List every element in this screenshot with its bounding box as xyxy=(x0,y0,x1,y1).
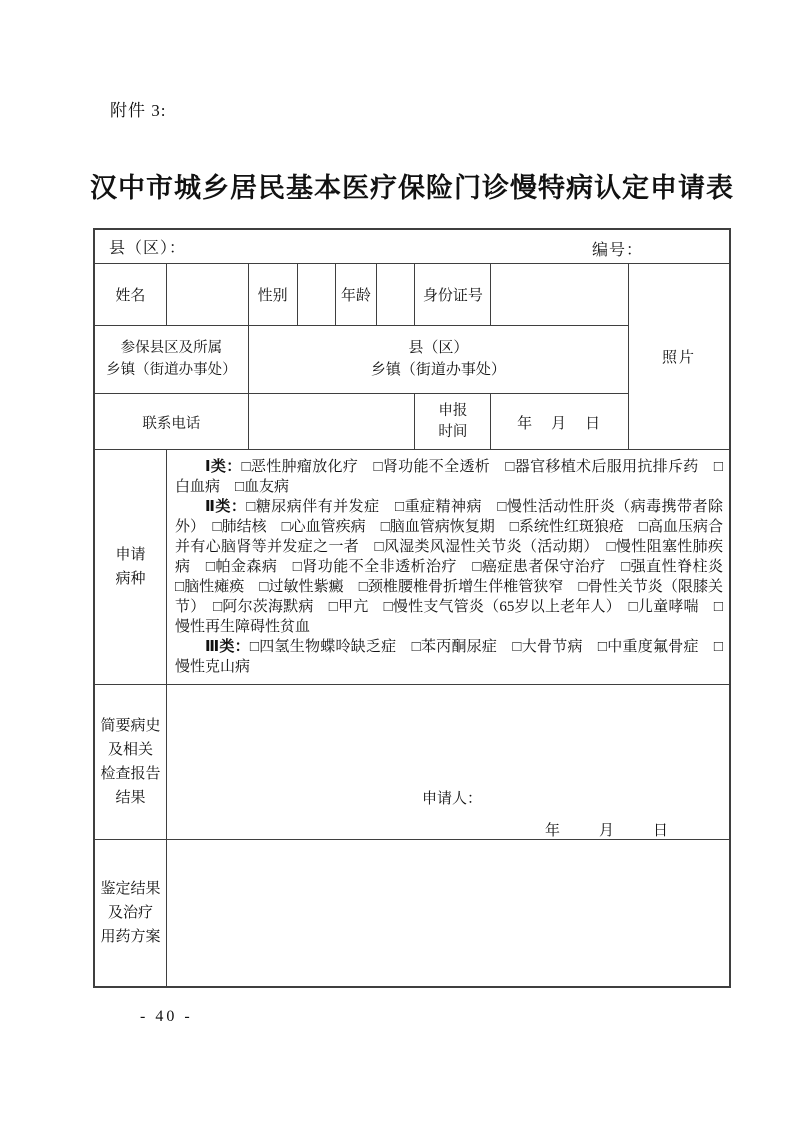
insured-area-row xyxy=(95,326,628,394)
assessment-label: 鉴定结果 及治疗 用药方案 xyxy=(95,840,167,986)
name-input-cell xyxy=(167,264,249,325)
disease-category-2 xyxy=(175,497,739,637)
contact-row xyxy=(95,394,628,450)
disease-category-2-name: Ⅱ类： xyxy=(205,498,247,515)
disease-category-1-name: Ⅰ类： xyxy=(205,458,242,475)
medical-history-content-cell xyxy=(167,685,729,839)
identity-left-grid xyxy=(95,264,629,449)
phone-label: 联系电话 xyxy=(95,394,249,450)
attachment-note: 附件 3: xyxy=(110,101,167,120)
name-label: 姓名 xyxy=(95,264,167,325)
county-serial-row xyxy=(95,230,729,264)
insured-area-label: 参保县区及所属 乡镇（街道办事处） xyxy=(95,326,249,393)
medical-history-label: 简要病史 及相关 检查报告 结果 xyxy=(95,685,167,839)
applicant-signature-label: 申请人： xyxy=(422,791,483,807)
disease-category-1-items: □恶性肿瘤放化疗 □肾功能不全透析 □器官移植术后服用抗排斥药 □白血病 □血友病 xyxy=(175,459,723,495)
document-title: 汉中市城乡居民基本医疗保险门诊慢特病认定申请表 xyxy=(90,173,734,203)
declare-date-cell: 年 月 日 xyxy=(517,415,603,432)
phone-input-cell xyxy=(249,394,416,450)
identity-block xyxy=(95,264,729,450)
id-number-input-cell xyxy=(491,264,628,325)
age-label: 年龄 xyxy=(336,264,378,325)
disease-category-3-items: □四氢生物蝶呤缺乏症 □苯丙酮尿症 □大骨节病 □中重度氟骨症 □慢性克山病 xyxy=(175,639,723,675)
insured-area-value-cell: 县（区） 乡镇（街道办事处） xyxy=(370,339,506,378)
page-number: - 40 - xyxy=(140,1008,193,1025)
disease-category-1 xyxy=(175,457,723,497)
application-form-table xyxy=(93,228,739,988)
county-label: 县（区）： xyxy=(109,240,187,257)
disease-category-3-name: Ⅲ类： xyxy=(205,638,250,655)
disease-section-label: 申请 病种 xyxy=(95,450,167,684)
disease-category-3 xyxy=(175,637,723,677)
assessment-row xyxy=(95,840,729,986)
medical-history-row xyxy=(95,685,729,840)
signature-date-placeholder: 年 月 日 xyxy=(545,823,672,839)
disease-section-row xyxy=(95,450,739,685)
disease-category-2-items: □糖尿病伴有并发症 □重症精神病 □慢性活动性肝炎（病毒携带者除外） □肺结核 □心血管疾病 □脑血管病恢复期 □系统性红斑狼疮 □高血压病合并有心脑肾等并发症之一者 □风湿类风湿性关节炎（活动期） □慢性阻塞性肺疾病 □帕金森病 □肾功能不全非透析治疗 □癌症患者保守治疗 □强直性脊柱炎 □脑性瘫痪 □过敏性紫癜 □颈椎腰椎骨折增生伴椎管狭窄 □骨性关节炎（限膝关节） □阿尔茨海默病 □甲亢 □慢性支气管炎（65岁以上老年人） □儿童哮喘 □慢性再生障碍性贫血 xyxy=(175,499,739,635)
disease-checklist xyxy=(167,450,739,684)
identity-row xyxy=(95,264,628,326)
declare-time-label: 申报 时间 xyxy=(415,394,491,450)
assessment-content-cell xyxy=(167,840,729,986)
id-number-label: 身份证号 xyxy=(415,264,491,325)
photo-cell: 照片 xyxy=(661,350,696,366)
gender-input-cell xyxy=(298,264,336,325)
serial-number-label: 编号： xyxy=(592,242,644,259)
age-input-cell xyxy=(377,264,415,325)
gender-label: 性别 xyxy=(249,264,298,325)
